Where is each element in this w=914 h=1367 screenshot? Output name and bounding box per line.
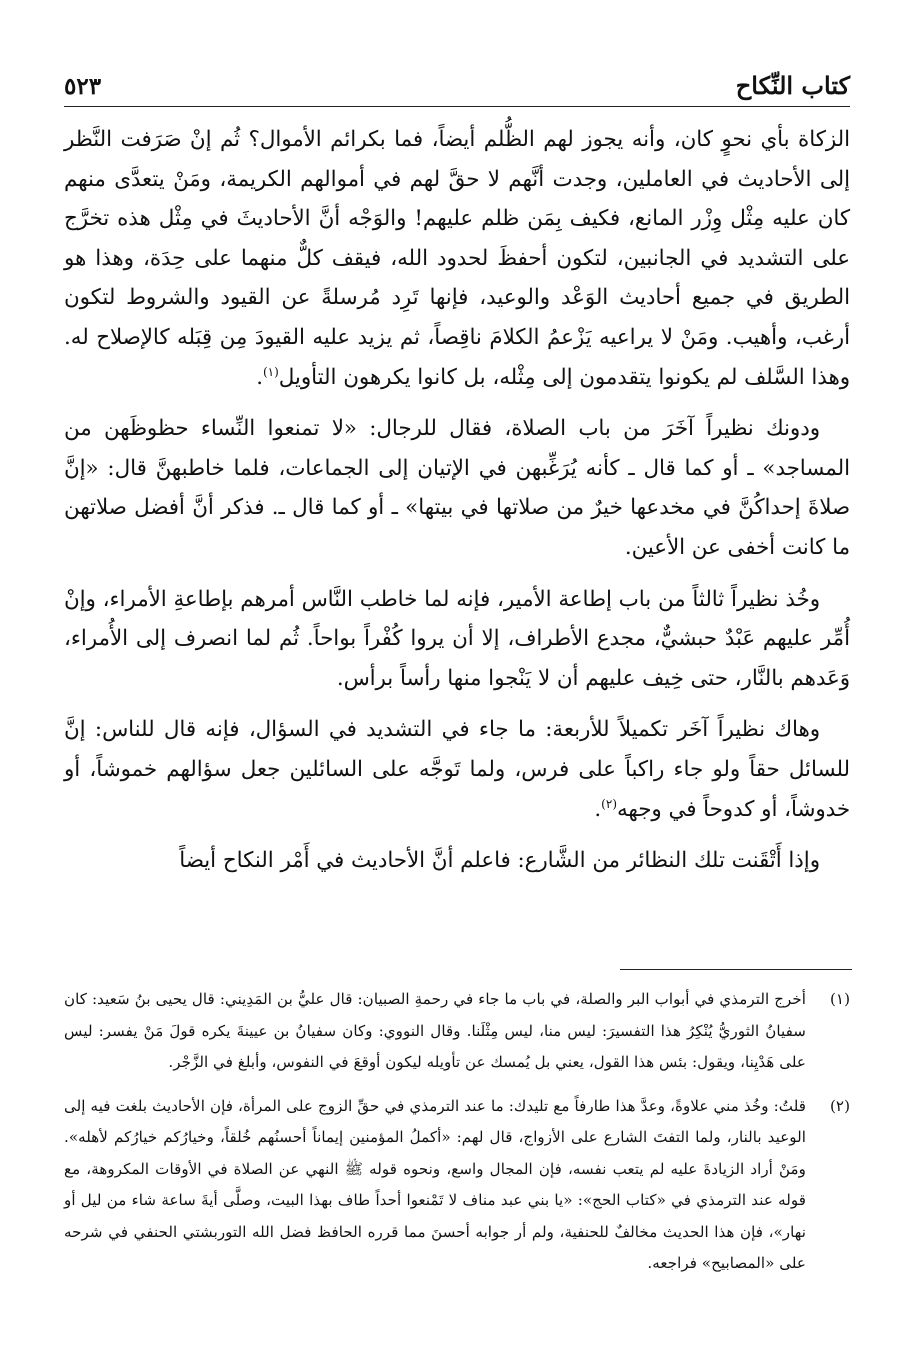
- paragraph-text: وخُذ نظيراً ثالثاً من باب إطاعة الأمير، فإنه لما خاطب النَّاس أمرهم بإطاعةِ الأمراء، وإنْ أُمِّر عليهم عَبْدٌ حبشيٌّ، مجدع الأطراف، إلا أن يروا كُفْراً بواحاً. ثُم لما انصرف إلى الأُمراء، وَعَدهم بالنَّار، حتى خِيف عليهم أن لا يَنْجوا منها رأساً برأس.: [64, 586, 850, 691]
- main-text: [64, 120, 850, 893]
- footnote-rule: [620, 969, 852, 970]
- footnote-marker: (٢): [601, 796, 617, 811]
- paragraph-end: .: [256, 364, 263, 390]
- page-header: [64, 66, 850, 100]
- paragraph: [64, 710, 850, 829]
- paragraph: [64, 409, 850, 567]
- paragraph-text: ودونك نظيراً آخَرَ من باب الصلاة، فقال للرجال: «لا تمنعوا النِّساء حظوظَهن من المساجد» ـ أو كما قال ـ كأنه يُرَغِّبهن في الإتيان إلى الجماعات، فلما خاطبهنَّ قال: «إنَّ صلاةَ إحداكُنَّ في مخدعها خيرٌ من صلاتها في بيتها» ـ أو كما قال ـ. فذكر أنَّ أفضل صلاتهن ما كانت أخفى عن الأعين.: [64, 416, 850, 560]
- footnote-text: قلتُ: وخُذ مني علاوةً، وعدَّ هذا طارفاً مع تليدك: ما عند الترمذي في حقِّ الزوج على المرأة، فإن الأحاديث بلغت فيه إلى الوعيد بالنار، ولما التفتَ الشارع على الأزواج، قال لهم: «أكملُ المؤمنين إيماناً أحسنُهم خُلقاً، وخيارُكم خيارُكم لأهله». ومَنْ أراد الزيادةَ عليه لم يتعب نفسه، فإن المجال واسع، ونحوه قوله ﷺ النهي عن الصلاة في الأوقات المكروهة، مع قوله عند الترمذي في «كتاب الحج»: «يا بني عبد مناف لا تَمْنعوا أحداً طاف بهذا البيت، وصلَّى أيةَ ساعة شاء من ليل أو نهار»، فإن هذا الحديث مخالفٌ للحنفية، ولم أر جوابه أحسنَ مما قرره الحافظ فضل الله التوربشتي الحنفي في شرحه على «المصابيح» فراجعه.: [64, 1096, 806, 1272]
- footnote-text: أخرج الترمذي في أبواب البر والصلة، في باب ما جاء في رحمةِ الصبيان: قال عليُّ بن المَدِيني: قال يحيى بنُ سَعيد: كان سفيانُ الثوريُّ يُنْكِرُ هذا التفسيرَ: ليس منا، ليس مِثْلَنا. وقال النووي: وكان سفيانُ بن عيينةَ يكره قولَ مَنْ يفسر: ليس على هَدْيِنا، ويقول: بئس هذا القول، يعني بل يُمسك عن تأويله ليكون أوقعَ في النفوس، وأبلغ في الزَّجْر.: [64, 990, 806, 1071]
- footnote-number: (١): [829, 990, 850, 1008]
- footnote-marker: (١): [262, 364, 279, 379]
- footnote-number: (٢): [829, 1096, 850, 1115]
- paragraph: [64, 841, 850, 881]
- footnote: [64, 1091, 850, 1280]
- page-number: ٥٢٣: [64, 73, 102, 100]
- paragraph-end: .: [594, 796, 602, 822]
- header-rule: [64, 106, 850, 107]
- paragraph: [64, 120, 850, 397]
- paragraph: [64, 580, 850, 699]
- footnote: [64, 984, 850, 1079]
- paragraph-text: وهاك نظيراً آخَر تكميلاً للأربعة: ما جاء في التشديد في السؤال، فإنه قال للناس: إنَّ للسائل حقاً ولو جاء راكباً على فرس، ولما تَوجَّه على السائلين جعل سؤالهم خموشاً، أو خدوشاً، أو كدوحاً في وجهه: [64, 717, 850, 822]
- paragraph-text: الزكاة بأي نحوٍ كان، وأنه يجوز لهم الظُّلم أيضاً، فما بكرائم الأموال؟ ثُم إنْ صَرَفت النَّظر إلى الأحاديث في العاملين، وجدت أنَّهم لا حقَّ لهم في أموالهم الكريمة، ومَنْ يتعدَّى منهم كان عليه مِثْل وِزْر المانع، فكيف بِمَن ظلم عليهم! والوَجْه أنَّ الأحاديثَ في مِثْل هذه تخرَّج على التشديد في الجانبين، لتكون أحفظَ لحدود الله، فيقف كلٌّ منهما على حِدَة، وهذا هو الطريق في جميع أحاديث الوَعْد والوعيد، فإنها تَرِد مُرسلةً عن القيود والشروط لتكون أرغب، وأهيب. ومَنْ لا يراعيه يَزْعمُ الكلامَ ناقِصاً، ثم يزيد عليه القيودَ مِن قِبَله كالإصلاح له. وهذا السَّلف لم يكونوا يتقدمون إلى مِثْله، بل كانوا يكرهون التأويل: [64, 127, 850, 390]
- running-title: كتاب النِّكاح: [735, 71, 850, 100]
- paragraph-text: وإذا أَتْقَنت تلك النظائر من الشَّارع: فاعلم أنَّ الأحاديث في أَمْر النكاح أيضاً: [179, 848, 820, 874]
- footnotes: [64, 984, 850, 1292]
